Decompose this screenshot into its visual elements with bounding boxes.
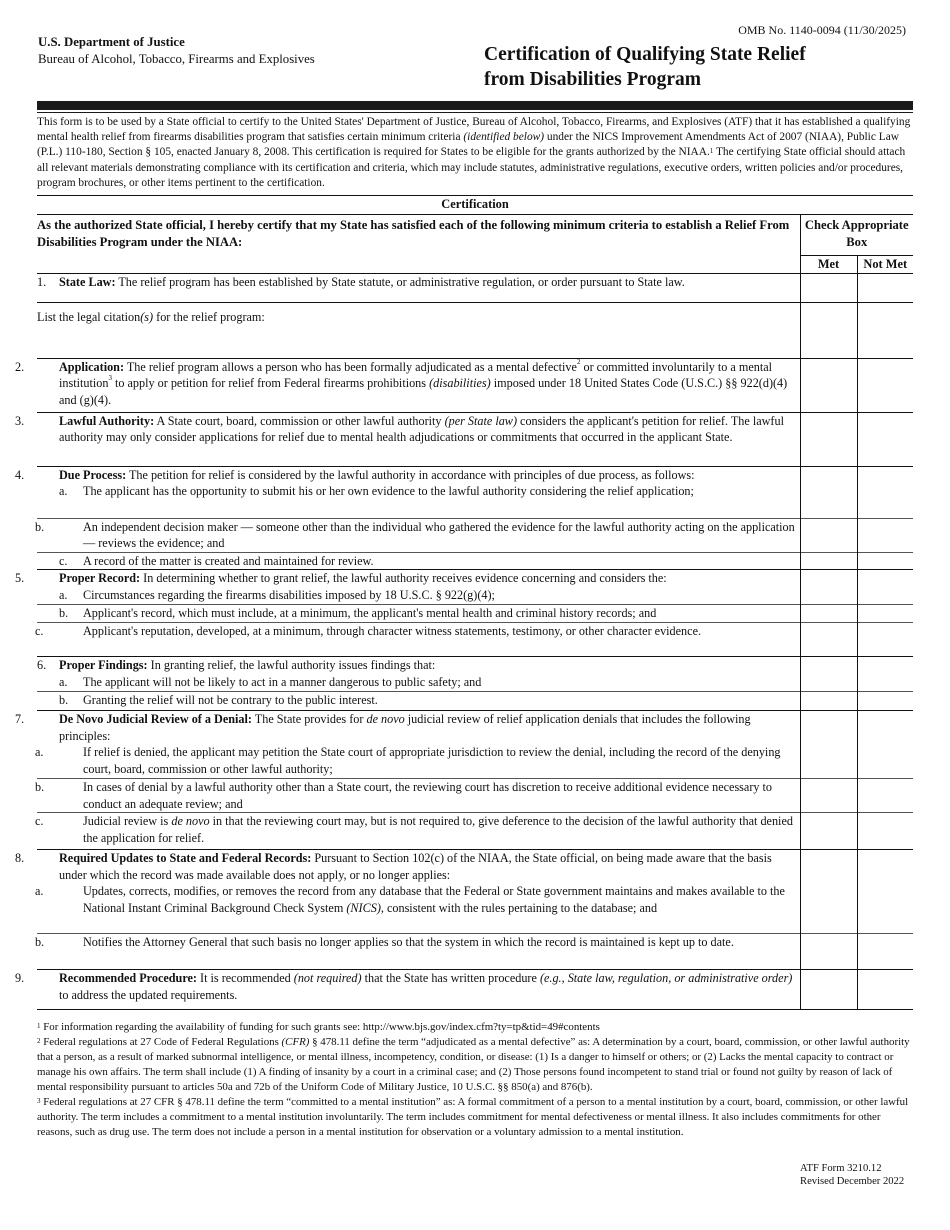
criterion-4b: b. An independent decision maker — someone other than the individual who gathered the evidence for the lawful authority acting on the application — reviews the evidence; and [37, 518, 800, 552]
criterion-8b: b. Notifies the Attorney General that such basis no longer applies so that the system in which the record is maintained is kept up to date. [37, 934, 800, 970]
criterion-6-proper-findings: 6. Proper Findings: In granting relief, the lawful authority issues findings that: a. The applicant will not be likely to act in a manner dangerous to public safety; and [37, 657, 800, 692]
criterion-7c-not-met-box[interactable] [857, 813, 913, 850]
met-column-header: Met [800, 256, 857, 274]
criterion-2-met-box[interactable] [800, 358, 857, 412]
criterion-8-met-box[interactable] [800, 850, 857, 934]
criterion-5-proper-record: 5. Proper Record: In determining whether to grant relief, the lawful authority receives evidence concerning and considers the: a. Circumstances regarding the firearms disabilities imposed by 18 U.S.C. § 922(g)(4); [37, 570, 800, 605]
criterion-9-not-met-box[interactable] [857, 970, 913, 1010]
form-title [484, 42, 806, 92]
check-appropriate-box-header: Check Appropriate Box [800, 215, 913, 256]
criterion-4b-met-box[interactable] [800, 518, 857, 552]
title-line-1: Certification of Qualifying State Relief [484, 44, 806, 65]
revision-date: Revised December 2022 [800, 1176, 905, 1187]
department-name: U.S. Department of Justice [38, 35, 185, 49]
criterion-1-met-box[interactable] [800, 273, 857, 302]
form-number-line: ATF Form 3210.12 [800, 1163, 882, 1174]
footnote-1: $^1$ For information regarding the availability of funding for such grants see: http://www.bjs.gov/index.cfm?ty=tp&tid=49#contents [37, 1021, 600, 1033]
criterion-3-not-met-box[interactable] [857, 412, 913, 466]
criterion-8-required-updates: 8. Required Updates to State and Federal Records: Pursuant to Section 102(c) of the NIAA, the State official, on being made aware that the basis under which the record was made available does not apply, or no longer applies: a. Updates, corrects, modifies, or removes the record from any database that the Federal or State government maintains and makes available to the National Instant Criminal Background Check System (NICS), consistent with the rules pertaining to the database; and [37, 850, 800, 934]
criterion-8-not-met-box[interactable] [857, 850, 913, 934]
citation-met-box[interactable] [800, 302, 857, 358]
criterion-7-de-novo-review: 7. De Novo Judicial Review of a Denial: The State provides for de novo judicial review of relief application denials that includes the following principles: a. If relief is denied, the applicant may petition the State court of appropriate jurisdiction to review the denial, including the record of the denying court, board, commission or other lawful authority; [37, 711, 800, 779]
footnote-2: $^2$ Federal regulations at 27 Code of Federal Regulations (CFR) § 478.11 define the term “adjudicated as a mental defective” as: A determination by a court, board, commission, or other lawful authority that a person, as a result of marked subnormal intelligence, or mental illness, incompetency, condition, or disease: (1) Is a danger to himself or others; or (2) Lacks the mental capacity to contract or manage his own affairs. The term shall include (1) A finding of insanity by a court in a criminal case; and (2) Those persons found incompetent to stand trial or found not guilty by reason of lack of mental responsibility pursuant to articles 50a and 72b of the Uniform Code of Military Justice, 10 U.S.C. §§ 850(a) and 876(b). [37, 1036, 910, 1093]
criterion-6-not-met-box[interactable] [857, 657, 913, 692]
criterion-4-not-met-box[interactable] [857, 466, 913, 518]
criterion-8b-not-met-box[interactable] [857, 934, 913, 970]
criterion-3-met-box[interactable] [800, 412, 857, 466]
citation-not-met-box[interactable] [857, 302, 913, 358]
criterion-1-not-met-box[interactable] [857, 273, 913, 302]
criterion-7b: b. In cases of denial by a lawful authority other than a State court, the reviewing court has discretion to receive additional evidence necessary to conduct an adequate review; and [37, 779, 800, 813]
criterion-9-recommended-procedure: 9. Recommended Procedure: It is recommended (not required) that the State has written procedure (e.g., State law, regulation, or administrative order) to address the updated requirements. [37, 970, 800, 1010]
criterion-6b-not-met-box[interactable] [857, 692, 913, 711]
header-thin-rule [37, 112, 913, 113]
certification-statement: As the authorized State official, I hereby certify that my State has satisfied each of the following minimum criteria to establish a Relief From Disabilities Program under the NIAA: [37, 218, 790, 249]
criterion-2-not-met-box[interactable] [857, 358, 913, 412]
criterion-4-due-process: 4. Due Process: The petition for relief is considered by the lawful authority in accordance with principles of due process, as follows: a. The applicant has the opportunity to submit his or her own evidence to the lawful authority considering the relief application; [37, 466, 800, 518]
criterion-5c-not-met-box[interactable] [857, 623, 913, 657]
criterion-7c: c. Judicial review is de novo in that the reviewing court may, but is not required to, give deference to the decision of the lawful authority that denied the application for relief. [37, 813, 800, 850]
form-number [800, 1162, 904, 1188]
criterion-5-met-box[interactable] [800, 570, 857, 605]
criterion-7-not-met-box[interactable] [857, 711, 913, 779]
criterion-3-lawful-authority: 3. Lawful Authority: A State court, board, commission or other lawful authority (per State law) considers the applicant's petition for relief. The lawful authority may only consider applications for relief due to mental health adjudications or commitments that occurred in the applicant State. [37, 412, 800, 466]
criterion-8b-met-box[interactable] [800, 934, 857, 970]
criterion-5c-met-box[interactable] [800, 623, 857, 657]
title-line-2: from Disabilities Program [484, 69, 701, 90]
certification-table [15, 195, 913, 1010]
criterion-5b-not-met-box[interactable] [857, 605, 913, 623]
criterion-9-met-box[interactable] [800, 970, 857, 1010]
criterion-5c: c. Applicant's reputation, developed, at a minimum, through character witness statements, testimony, or other character evidence. [37, 623, 800, 657]
not-met-column-header: Not Met [857, 256, 913, 274]
agency-block [38, 34, 315, 68]
criterion-4c-met-box[interactable] [800, 552, 857, 569]
criterion-5b: b. Applicant's record, which must include, at a minimum, the applicant's mental health and criminal history records; and [37, 605, 800, 623]
criterion-6b-met-box[interactable] [800, 692, 857, 711]
certification-heading: Certification [37, 196, 913, 215]
criterion-4c-not-met-box[interactable] [857, 552, 913, 569]
criterion-1-state-law: 1. State Law: The relief program has been established by State statute, or administrative regulation, or order pursuant to State law. [37, 273, 800, 302]
intro-paragraph: This form is to be used by a State official to certify to the United States' Department of Justice, Bureau of Alcohol, Tobacco, Firearms, and Explosives (ATF) that it has established a qualifying mental health relief from firearms disabilities program that satisfies certain minimum criteria (identified below) under the NICS Improvement Amendments Act of 2007 (NIAA), Public Law (P.L.) 110-180, Section § 105, enacted January 8, 2008. This certification is required for States to be eligible for the grants authorized by the NIAA.$^1$ The certifying State official should attach all relevant materials demonstrating compliance with its certification and criteria, which may include statutes, administrative regulations, executive orders, written policies and/or procedures, program brochures, or other items pertinent to the certification. [37, 116, 911, 189]
criterion-6-met-box[interactable] [800, 657, 857, 692]
criterion-6b: b. Granting the relief will not be contrary to the public interest. [37, 692, 800, 711]
criterion-5-not-met-box[interactable] [857, 570, 913, 605]
footnotes [37, 1020, 913, 1140]
criterion-2-application: 2. Application: The relief program allows a person who has been formally adjudicated as a mental defective$^2$ or committed involuntarily to a mental institution$^3$ to apply or petition for relief from Federal firearms prohibitions (disabilities) imposed under 18 United States Code (U.S.C.) §§ 922(d)(4) and (g)(4). [37, 358, 800, 412]
legal-citation-field[interactable]: List the legal citation(s) for the relief program: [37, 302, 800, 358]
omb-number: OMB No. 1140-0094 (11/30/2025) [738, 23, 906, 37]
criterion-4b-not-met-box[interactable] [857, 518, 913, 552]
criterion-4-met-box[interactable] [800, 466, 857, 518]
header-thick-rule [37, 101, 913, 110]
criterion-5b-met-box[interactable] [800, 605, 857, 623]
criterion-7b-met-box[interactable] [800, 779, 857, 813]
criterion-4c: c. A record of the matter is created and maintained for review. [37, 552, 800, 569]
criterion-7-met-box[interactable] [800, 711, 857, 779]
footnote-3: $^3$ Federal regulations at 27 CFR § 478.11 define the term “committed to a mental institution” as: A formal commitment of a person to a mental institution by a court, board, commission, or other lawful authority. The term includes a commitment to a mental institution involuntarily. The term includes commitment for mental defectiveness or mental illness. It also includes commitments for other reasons, such as drug use. The term does not include a person in a mental institution for observation or a voluntary admission to a mental institution. [37, 1096, 909, 1138]
bureau-name: Bureau of Alcohol, Tobacco, Firearms and Explosives [38, 52, 315, 66]
criterion-7c-met-box[interactable] [800, 813, 857, 850]
criterion-7b-not-met-box[interactable] [857, 779, 913, 813]
